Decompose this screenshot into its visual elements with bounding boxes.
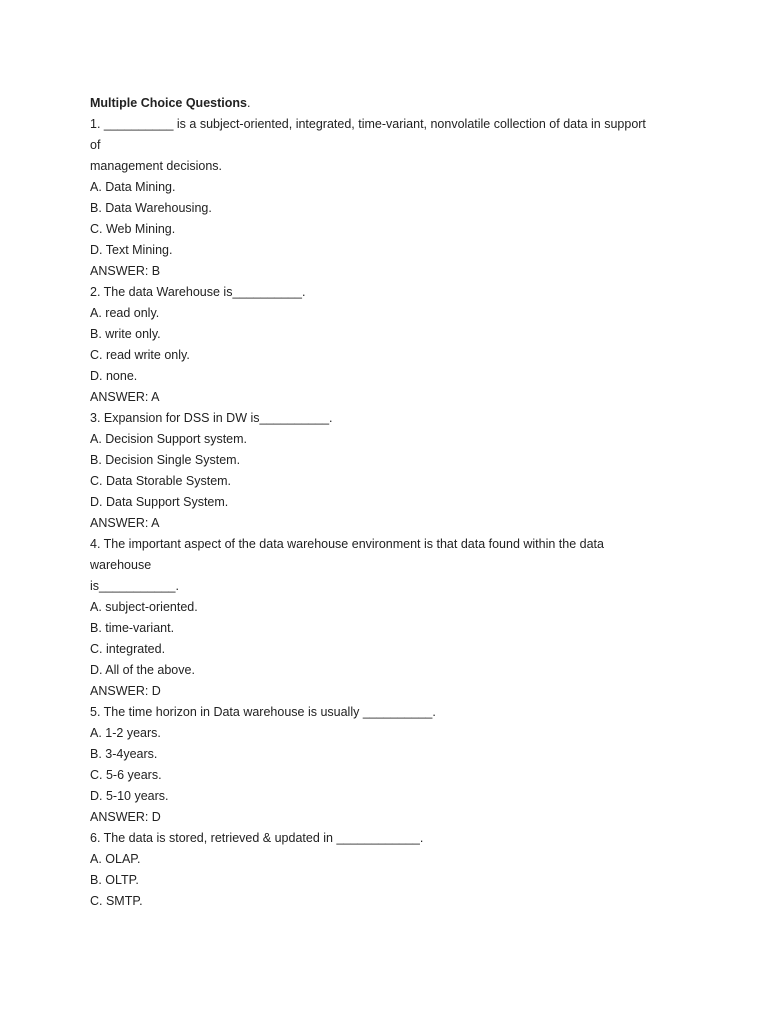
text-line: 4. The important aspect of the data warehouse environment is that data found within the data — [90, 537, 604, 551]
text-line: ANSWER: B — [90, 264, 161, 278]
text-line: A. subject-oriented. — [90, 600, 198, 614]
text-line: D. All of the above. — [90, 663, 195, 677]
text-line: is___________. — [90, 579, 179, 593]
text-line: 3. Expansion for DSS in DW is__________. — [90, 411, 333, 425]
text-line: management decisions. — [90, 159, 223, 173]
text-line: ANSWER: D — [90, 810, 161, 824]
text-line: ANSWER: A — [90, 516, 160, 530]
text-line: D. Data Support System. — [90, 495, 229, 509]
text-line: B. time-variant. — [90, 621, 175, 635]
text-line: 2. The data Warehouse is__________. — [90, 285, 306, 299]
text-line: 1. __________ is a subject-oriented, integrated, time-variant, nonvolatile collection of data in support — [90, 117, 646, 131]
text-line: B. Data Warehousing. — [90, 201, 212, 215]
text-line: B. write only. — [90, 327, 161, 341]
text-line: A. read only. — [90, 306, 160, 320]
text-line: ANSWER: A — [90, 390, 160, 404]
text-line: warehouse — [90, 558, 152, 572]
text-line: C. SMTP. — [90, 894, 143, 908]
text-line: A. OLAP. — [90, 852, 141, 866]
document-page — [90, 93, 690, 912]
text-line: B. OLTP. — [90, 873, 139, 887]
text-line: A. 1-2 years. — [90, 726, 161, 740]
page-heading — [90, 93, 690, 114]
text-line: B. 3-4years. — [90, 747, 158, 761]
text-line: C. Data Storable System. — [90, 474, 232, 488]
heading-title: Multiple Choice Questions — [90, 96, 247, 110]
text-line: C. read write only. — [90, 348, 190, 362]
text-line: D. 5-10 years. — [90, 789, 169, 803]
text-line: of — [90, 138, 101, 152]
text-line: C. 5-6 years. — [90, 768, 162, 782]
heading-period: . — [246, 96, 251, 110]
text-line: ANSWER: D — [90, 684, 161, 698]
text-line: A. Decision Support system. — [90, 432, 248, 446]
text-line: C. Web Mining. — [90, 222, 176, 236]
text-line: A. Data Mining. — [90, 180, 176, 194]
text-line: 5. The time horizon in Data warehouse is usually __________. — [90, 705, 436, 719]
text-line: D. none. — [90, 369, 138, 383]
text-line: D. Text Mining. — [90, 243, 173, 257]
text-line: B. Decision Single System. — [90, 453, 241, 467]
text-line: 6. The data is stored, retrieved & updated in ____________. — [90, 831, 424, 845]
text-line: C. integrated. — [90, 642, 166, 656]
